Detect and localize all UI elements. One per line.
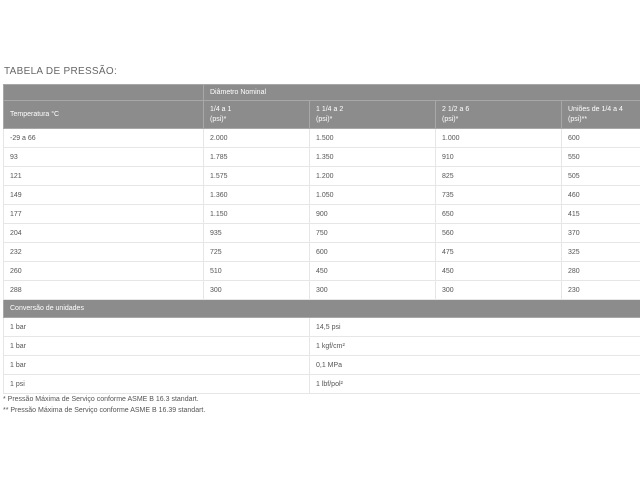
table-cell: 510 [204,262,310,281]
column-unit: (psi)** [568,115,588,123]
conversion-cell: 1 lbf/pol² [310,375,640,394]
table-cell: 900 [310,205,436,224]
footnote: * Pressão Máxima de Serviço conforme ASME B 16.3 standart. [3,396,199,403]
conversion-row [4,356,640,375]
conversion-cell: 1 bar [4,356,310,375]
conversion-row [4,337,640,356]
table-cell: 450 [436,262,562,281]
table-cell: 232 [4,243,204,262]
table-row [4,224,640,243]
header-group-row [4,85,640,101]
table-cell: 370 [562,224,640,243]
column-unit: (psi)* [442,115,459,123]
column-size: Uniões de 1/4 a 4 [568,105,623,113]
table-cell: 600 [562,129,640,148]
table-cell: 460 [562,186,640,205]
table-cell: 1.360 [204,186,310,205]
conversion-cell: 1 kgf/cm² [310,337,640,356]
column-header [310,101,436,129]
column-unit: (psi)* [316,115,333,123]
table-row [4,205,640,224]
table-cell: 725 [204,243,310,262]
table-cell: 1.200 [310,167,436,186]
header-columns-row [4,101,640,129]
conversion-header-row [4,300,640,318]
header-blank-cell [4,85,204,101]
temperature-header: Temperatura °C [4,101,204,129]
table-cell: 2.000 [204,129,310,148]
conversion-cell: 1 bar [4,318,310,337]
column-header [436,101,562,129]
table-row [4,281,640,300]
conversion-row [4,318,640,337]
table-cell: 177 [4,205,204,224]
table-cell: 280 [562,262,640,281]
conversion-cell: 1 psi [4,375,310,394]
table-row [4,186,640,205]
nominal-diameter-header: Diâmetro Nominal [204,85,640,101]
table-cell: 149 [4,186,204,205]
conversion-title: Conversão de unidades [4,300,640,318]
pressure-table [3,84,640,394]
column-size: 1 1/4 a 2 [316,105,344,113]
column-header [562,101,640,129]
table-cell: 415 [562,205,640,224]
column-unit: (psi)* [210,115,227,123]
table-cell: 750 [310,224,436,243]
table-cell: 450 [310,262,436,281]
conversion-cell: 0,1 MPa [310,356,640,375]
table-row [4,129,640,148]
footnote: ** Pressão Máxima de Serviço conforme ASME B 16.39 standart. [3,407,206,414]
table-cell: 300 [436,281,562,300]
table-cell: 1.350 [310,148,436,167]
table-cell: 300 [310,281,436,300]
table-cell: 1.000 [436,129,562,148]
table-cell: 1.150 [204,205,310,224]
table-cell: 650 [436,205,562,224]
table-cell: 475 [436,243,562,262]
conversion-cell: 1 bar [4,337,310,356]
table-row [4,262,640,281]
table-cell: 550 [562,148,640,167]
table-cell: 1.500 [310,129,436,148]
table-cell: 825 [436,167,562,186]
table-cell: 935 [204,224,310,243]
table-cell: 325 [562,243,640,262]
table-cell: 230 [562,281,640,300]
table-cell: 1.050 [310,186,436,205]
table-cell: 1.785 [204,148,310,167]
conversion-row [4,375,640,394]
column-size: 2 1/2 a 6 [442,105,470,113]
table-cell: 505 [562,167,640,186]
page-title: TABELA DE PRESSÃO: [4,66,118,77]
table-cell: 1.575 [204,167,310,186]
table-cell: 121 [4,167,204,186]
table-cell: 600 [310,243,436,262]
table-cell: 735 [436,186,562,205]
table-cell: 560 [436,224,562,243]
column-header [204,101,310,129]
table-cell: 288 [4,281,204,300]
table-cell: 260 [4,262,204,281]
table-cell: 910 [436,148,562,167]
table-cell: 204 [4,224,204,243]
table-row [4,148,640,167]
table-row [4,167,640,186]
table-cell: 93 [4,148,204,167]
conversion-cell: 14,5 psi [310,318,640,337]
table-cell: -29 a 66 [4,129,204,148]
table-row [4,243,640,262]
column-size: 1/4 a 1 [210,105,232,113]
table-cell: 300 [204,281,310,300]
